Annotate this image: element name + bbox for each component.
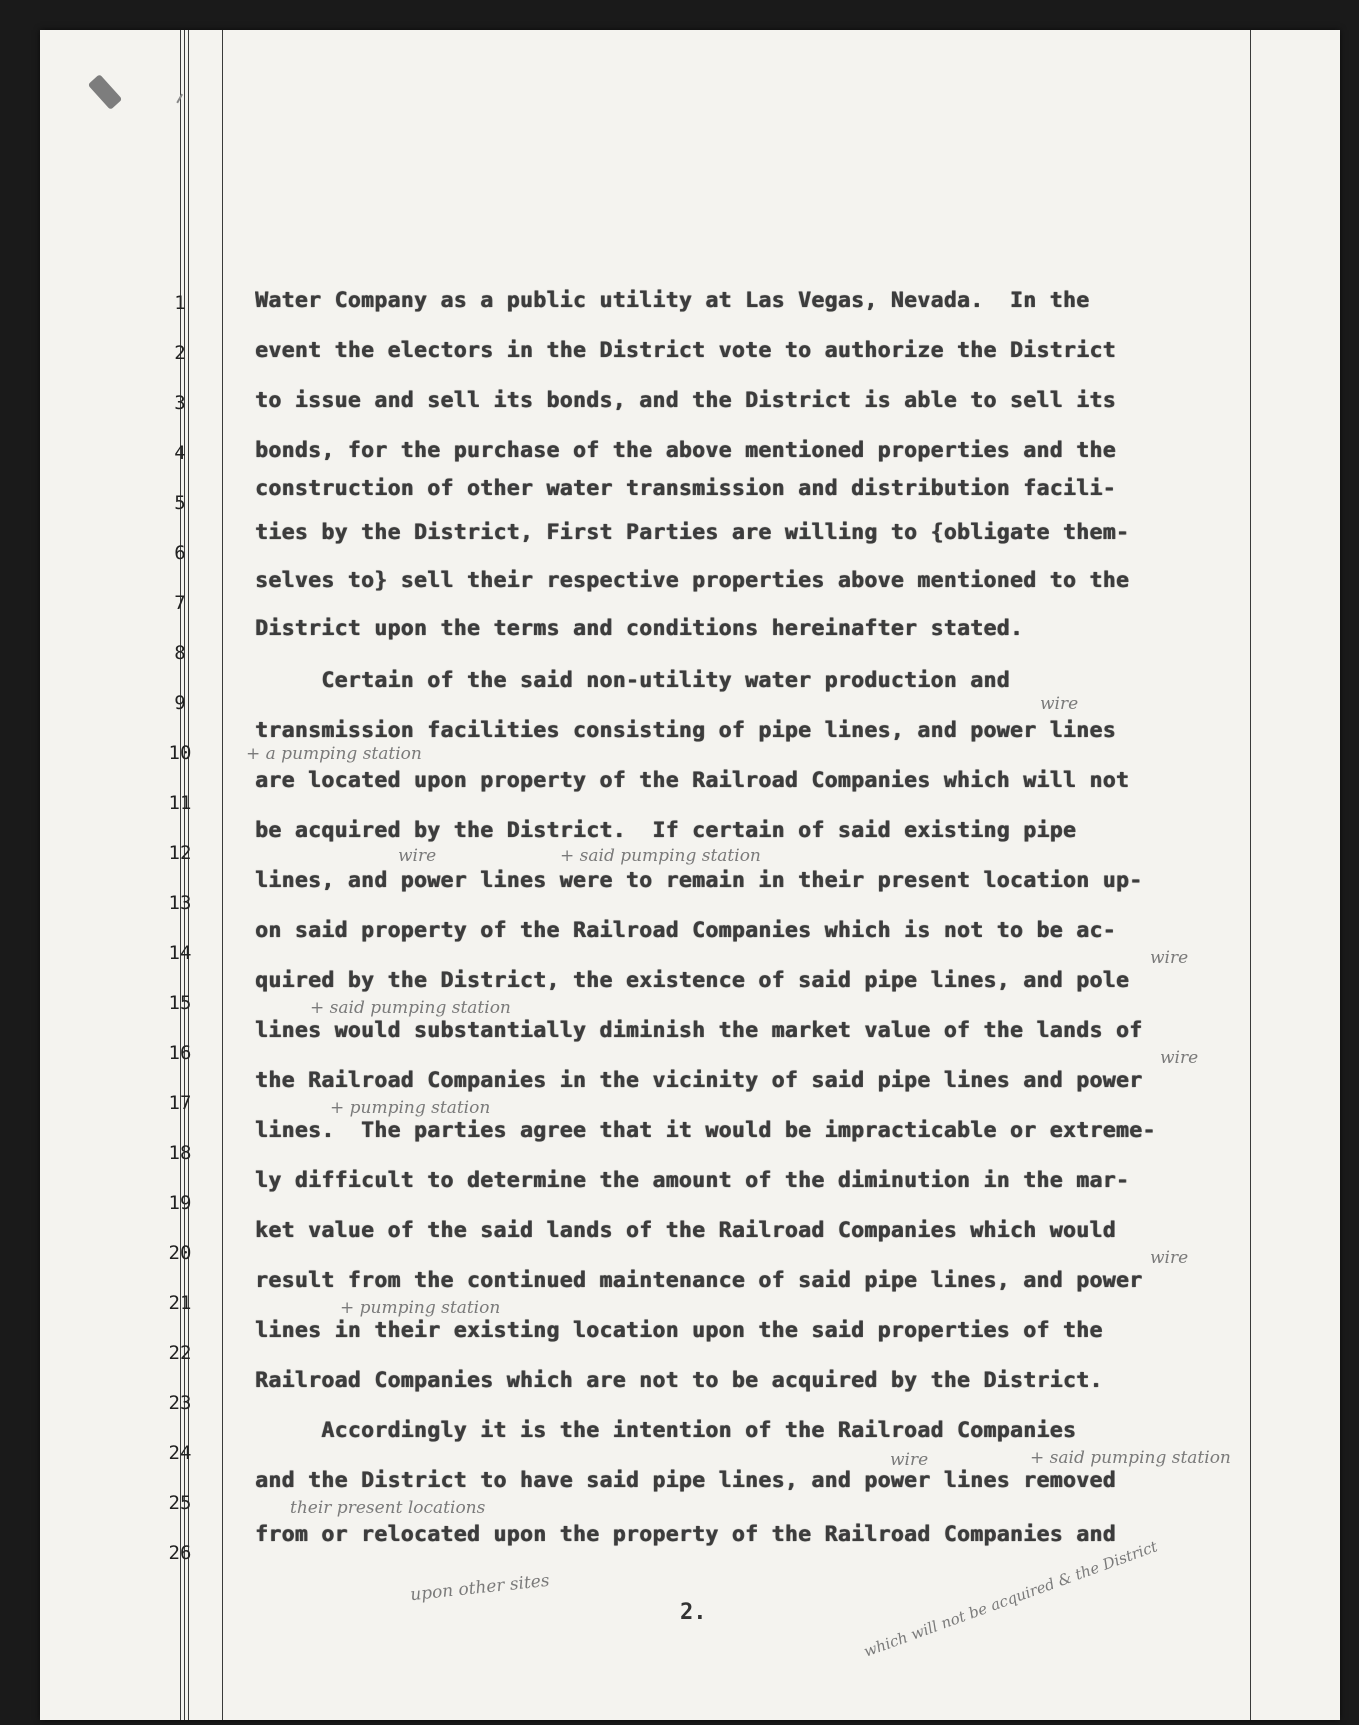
line-number: 24 xyxy=(168,1442,192,1464)
handwritten-note: + a pumping station xyxy=(246,744,422,764)
line-number: 23 xyxy=(168,1392,192,1414)
line-number: 4 xyxy=(174,442,186,464)
text-line: to issue and sell its bonds, and the District is able to sell its xyxy=(255,388,1116,413)
line-number: 9 xyxy=(174,692,186,714)
line-number: 18 xyxy=(168,1142,192,1164)
text-line: be acquired by the District. If certain of said existing pipe xyxy=(255,818,1077,843)
text-line: from or relocated upon the property of the Railroad Companies and xyxy=(255,1522,1116,1547)
line-number: 7 xyxy=(174,592,186,614)
line-number: 1 xyxy=(174,292,186,314)
left-margin-rule xyxy=(180,30,181,1720)
handwritten-note: wire xyxy=(1150,948,1189,968)
text-line: Certain of the said non-utility water production and xyxy=(255,668,1010,693)
text-line: ket value of the said lands of the Railroad Companies which would xyxy=(255,1218,1116,1243)
text-line: District upon the terms and conditions hereinafter stated. xyxy=(255,616,1024,641)
line-number: 5 xyxy=(174,492,186,514)
text-margin-rule xyxy=(222,30,223,1720)
line-number: 10 xyxy=(168,742,192,764)
left-margin-rule xyxy=(188,30,189,1720)
text-line: selves to} sell their respective properties above mentioned to the xyxy=(255,568,1130,593)
line-number: 16 xyxy=(168,1042,192,1064)
text-line: quired by the District, the existence of said pipe lines, and pole xyxy=(255,968,1130,993)
line-number: 6 xyxy=(174,542,186,564)
line-number: 26 xyxy=(168,1542,192,1564)
text-line: Accordingly it is the intention of the Railroad Companies xyxy=(255,1418,1077,1443)
text-line: ly difficult to determine the amount of the diminution in the mar- xyxy=(255,1168,1130,1193)
text-line: construction of other water transmission and distribution facili- xyxy=(255,476,1116,501)
text-line: lines, and power lines were to remain in their present location up- xyxy=(255,868,1143,893)
text-line: lines. The parties agree that it would be impracticable or extreme- xyxy=(255,1118,1156,1143)
page-number: 2. xyxy=(680,1600,707,1625)
handwritten-note: + said pumping station xyxy=(560,846,761,866)
line-number: 19 xyxy=(168,1192,192,1214)
text-line: and the District to have said pipe lines, and power lines removed xyxy=(255,1468,1116,1493)
line-number: 25 xyxy=(168,1492,192,1514)
text-line: lines in their existing location upon the said properties of the xyxy=(255,1318,1103,1343)
handwritten-note: + said pumping station xyxy=(1030,1448,1231,1468)
text-line: on said property of the Railroad Companies which is not to be ac- xyxy=(255,918,1116,943)
handwritten-note: wire xyxy=(1040,694,1079,714)
line-number: 8 xyxy=(174,642,186,664)
line-number: 2 xyxy=(174,342,186,364)
line-number: 11 xyxy=(168,792,192,814)
line-number: 3 xyxy=(174,392,186,414)
line-number: 22 xyxy=(168,1342,192,1364)
line-number: 12 xyxy=(168,842,192,864)
handwritten-note: wire xyxy=(398,846,437,866)
handwritten-note: + pumping station xyxy=(340,1298,501,1318)
line-number: 13 xyxy=(168,892,192,914)
text-line: result from the continued maintenance of said pipe lines, and power xyxy=(255,1268,1143,1293)
right-margin-rule xyxy=(1250,30,1251,1720)
handwritten-note: upon other sites xyxy=(409,1570,551,1606)
handwritten-note: wire xyxy=(1160,1048,1199,1068)
line-number: 17 xyxy=(168,1092,192,1114)
handwritten-note: which will not be acquired & the District xyxy=(861,1537,1160,1661)
text-line: Water Company as a public utility at Las Vegas, Nevada. In the xyxy=(255,288,1090,313)
handwritten-note: their present locations xyxy=(290,1498,486,1518)
text-line: Railroad Companies which are not to be acquired by the District. xyxy=(255,1368,1103,1393)
text-line: are located upon property of the Railroad Companies which will not xyxy=(255,768,1130,793)
text-line: lines would substantially diminish the market value of the lands of xyxy=(255,1018,1143,1043)
line-number: 20 xyxy=(168,1242,192,1264)
handwritten-note: + said pumping station xyxy=(310,998,511,1018)
text-line: the Railroad Companies in the vicinity of said pipe lines and power xyxy=(255,1068,1143,1093)
text-line: event the electors in the District vote to authorize the District xyxy=(255,338,1116,363)
text-line: ties by the District, First Parties are willing to {obligate them- xyxy=(255,520,1130,545)
left-margin-rule xyxy=(184,30,185,1720)
handwritten-note: wire xyxy=(890,1450,929,1470)
handwritten-note: wire xyxy=(1150,1248,1189,1268)
text-line: transmission facilities consisting of pipe lines, and power lines xyxy=(255,718,1116,743)
text-line: bonds, for the purchase of the above mentioned properties and the xyxy=(255,438,1116,463)
line-number: 15 xyxy=(168,992,192,1014)
line-number: 14 xyxy=(168,942,192,964)
line-number: 21 xyxy=(168,1292,192,1314)
handwritten-note: + pumping station xyxy=(330,1098,491,1118)
